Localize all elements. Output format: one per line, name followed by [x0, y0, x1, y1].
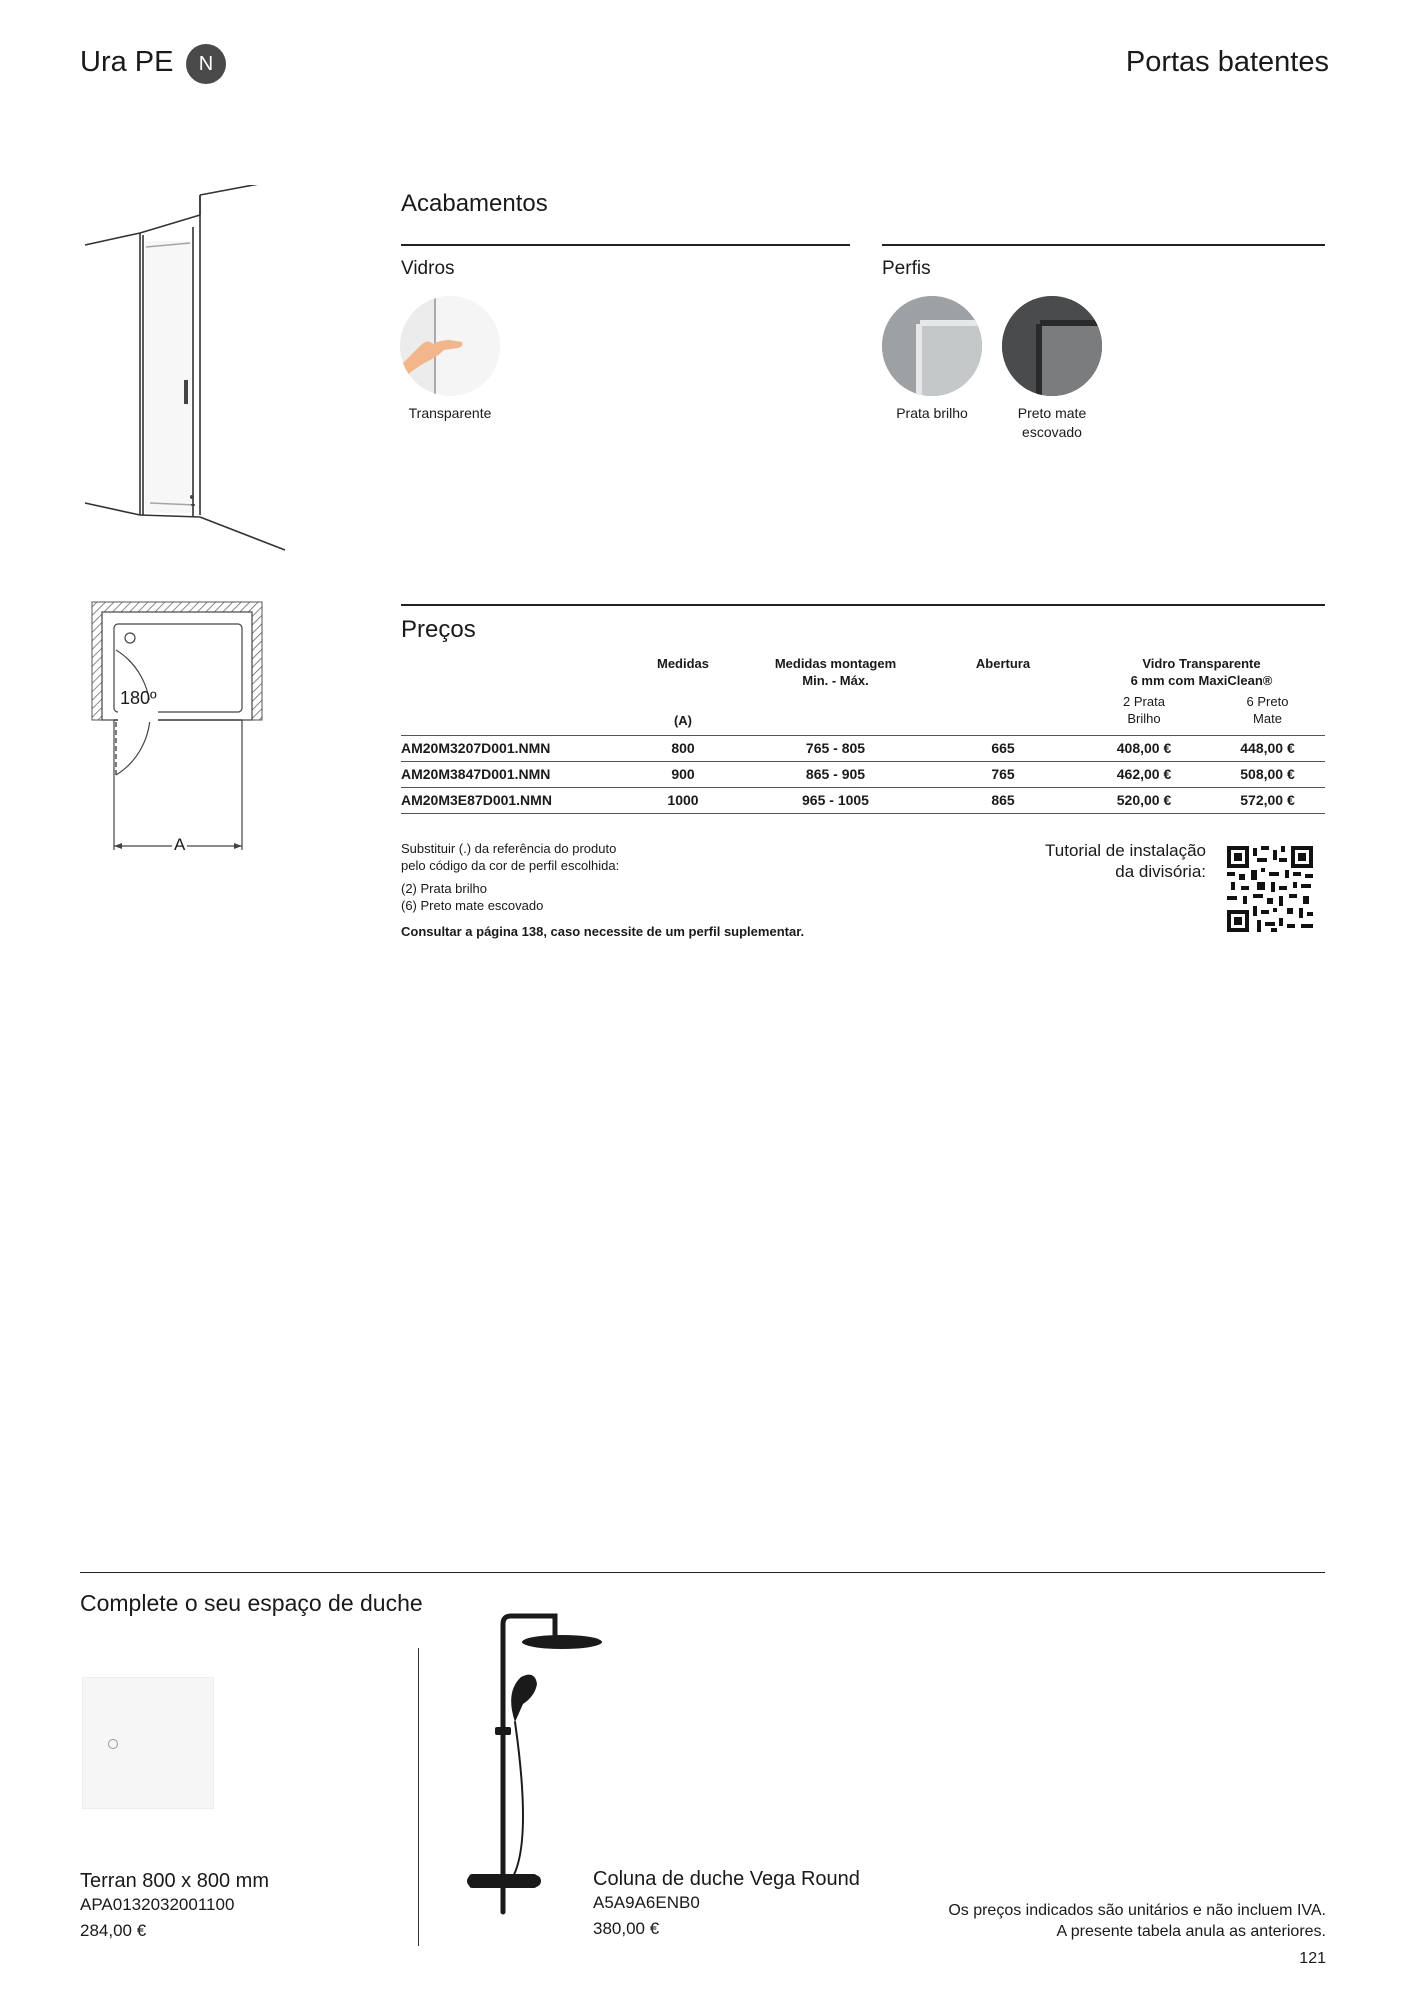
- qr-code-icon[interactable]: [1227, 846, 1313, 932]
- cell-abertura: 665: [928, 735, 1078, 761]
- divider: [401, 604, 1325, 606]
- col-medidas-unit: (A): [673, 712, 693, 728]
- complete-title: Complete o seu espaço de duche: [80, 1590, 423, 1616]
- caption-line: Preto mate: [1017, 405, 1087, 421]
- header-line: Vidro Transparente: [1142, 656, 1261, 671]
- cell-preto: 508,00 €: [1210, 761, 1325, 787]
- col-abertura: Abertura: [975, 656, 1031, 671]
- product-code: A5A9A6ENB0: [593, 1893, 700, 1912]
- divider: [80, 1572, 1325, 1573]
- cell-ref: AM20M3E87D001.NMN: [401, 787, 623, 813]
- prices-title: Preços: [401, 616, 476, 643]
- col-prata: [1078, 693, 1210, 735]
- cell-medidas: 800: [623, 735, 743, 761]
- finishes-title: Acabamentos: [401, 190, 548, 217]
- divider: [418, 1648, 419, 1946]
- prices-table: [401, 655, 1325, 814]
- caption-line: escovado: [1022, 424, 1082, 440]
- cell-ref: AM20M3207D001.NMN: [401, 735, 623, 761]
- table-row: [401, 761, 1325, 787]
- col-preto: [1210, 693, 1325, 735]
- col-montagem: [743, 655, 928, 693]
- page-number: 121: [1299, 1950, 1326, 1967]
- product-name: Terran 800 x 800 mm: [80, 1870, 269, 1892]
- divider: [401, 244, 850, 246]
- product-vega: [593, 1868, 860, 1939]
- shower-door-illustration: [80, 185, 300, 555]
- footer-line: A presente tabela anula as anteriores.: [1056, 1923, 1326, 1940]
- cell-ref: AM20M3847D001.NMN: [401, 761, 623, 787]
- product-price: 380,00 €: [593, 1919, 660, 1938]
- header-line: 2 Prata: [1123, 694, 1165, 709]
- substitution-note: [401, 840, 804, 940]
- profile-black-caption: [992, 404, 1112, 442]
- col-ref: [401, 655, 623, 693]
- tutorial-line: Tutorial de instalação: [1045, 841, 1206, 860]
- cell-prata: 408,00 €: [1078, 735, 1210, 761]
- cell-prata: 520,00 €: [1078, 787, 1210, 813]
- glass-label: Vidros: [401, 258, 455, 279]
- header-line: Mate: [1253, 711, 1282, 726]
- cell-medidas: 1000: [623, 787, 743, 813]
- cell-abertura: 865: [928, 787, 1078, 813]
- profile-black-swatch: [1002, 296, 1102, 396]
- note-line: pelo código da cor de perfil escolhida:: [401, 858, 620, 873]
- note-line: (2) Prata brilho: [401, 881, 487, 896]
- header-line: 6 mm com MaxiClean®: [1130, 673, 1273, 688]
- cell-preto: 572,00 €: [1210, 787, 1325, 813]
- cell-montagem: 765 - 805: [743, 735, 928, 761]
- tutorial-label: [1045, 840, 1206, 882]
- shower-tray-image: [82, 1677, 214, 1809]
- note-line: Substituir (.) da referência do produto: [401, 841, 617, 856]
- section-title: Portas batentes: [1125, 46, 1329, 78]
- profiles-label: Perfis: [882, 258, 931, 279]
- col-medidas: Medidas: [656, 656, 709, 671]
- table-row: [401, 735, 1325, 761]
- col-vidro: [1078, 655, 1325, 693]
- tutorial-line: da divisória:: [1115, 862, 1206, 881]
- product-name: Coluna de duche Vega Round: [593, 1868, 860, 1890]
- cell-prata: 462,00 €: [1078, 761, 1210, 787]
- shower-column-image: [465, 1612, 605, 1967]
- product-title: Ura PE: [80, 46, 174, 78]
- divider: [882, 244, 1325, 246]
- table-row: [401, 787, 1325, 813]
- profile-silver-caption: Prata brilho: [896, 405, 968, 421]
- plan-diagram: [90, 600, 270, 860]
- product-price: 284,00 €: [80, 1921, 147, 1940]
- header-line: 6 Preto: [1246, 694, 1289, 709]
- drain-icon: [108, 1739, 118, 1749]
- header-line: Min. - Máx.: [802, 673, 869, 688]
- opening-angle: 180º: [120, 688, 157, 708]
- header-line: Medidas montagem: [774, 656, 897, 671]
- cell-abertura: 765: [928, 761, 1078, 787]
- footer-note: [948, 1900, 1326, 1942]
- cell-montagem: 865 - 905: [743, 761, 928, 787]
- cell-preto: 448,00 €: [1210, 735, 1325, 761]
- cell-medidas: 900: [623, 761, 743, 787]
- new-badge: N: [186, 44, 226, 84]
- cell-montagem: 965 - 1005: [743, 787, 928, 813]
- dimension-label: A: [174, 835, 186, 854]
- product-code: APA0132032001100: [80, 1895, 235, 1914]
- header-line: Brilho: [1127, 711, 1161, 726]
- glass-transparent-swatch: [400, 296, 500, 396]
- profile-silver-swatch: [882, 296, 982, 396]
- product-terran: [80, 1870, 269, 1941]
- hand-icon: [400, 296, 500, 396]
- glass-transparent-caption: Transparente: [408, 405, 492, 421]
- note-line: Consultar a página 138, caso necessite de um perfil suplementar.: [401, 924, 805, 939]
- note-line: (6) Preto mate escovado: [401, 898, 544, 913]
- footer-line: Os preços indicados são unitários e não incluem IVA.: [948, 1902, 1326, 1919]
